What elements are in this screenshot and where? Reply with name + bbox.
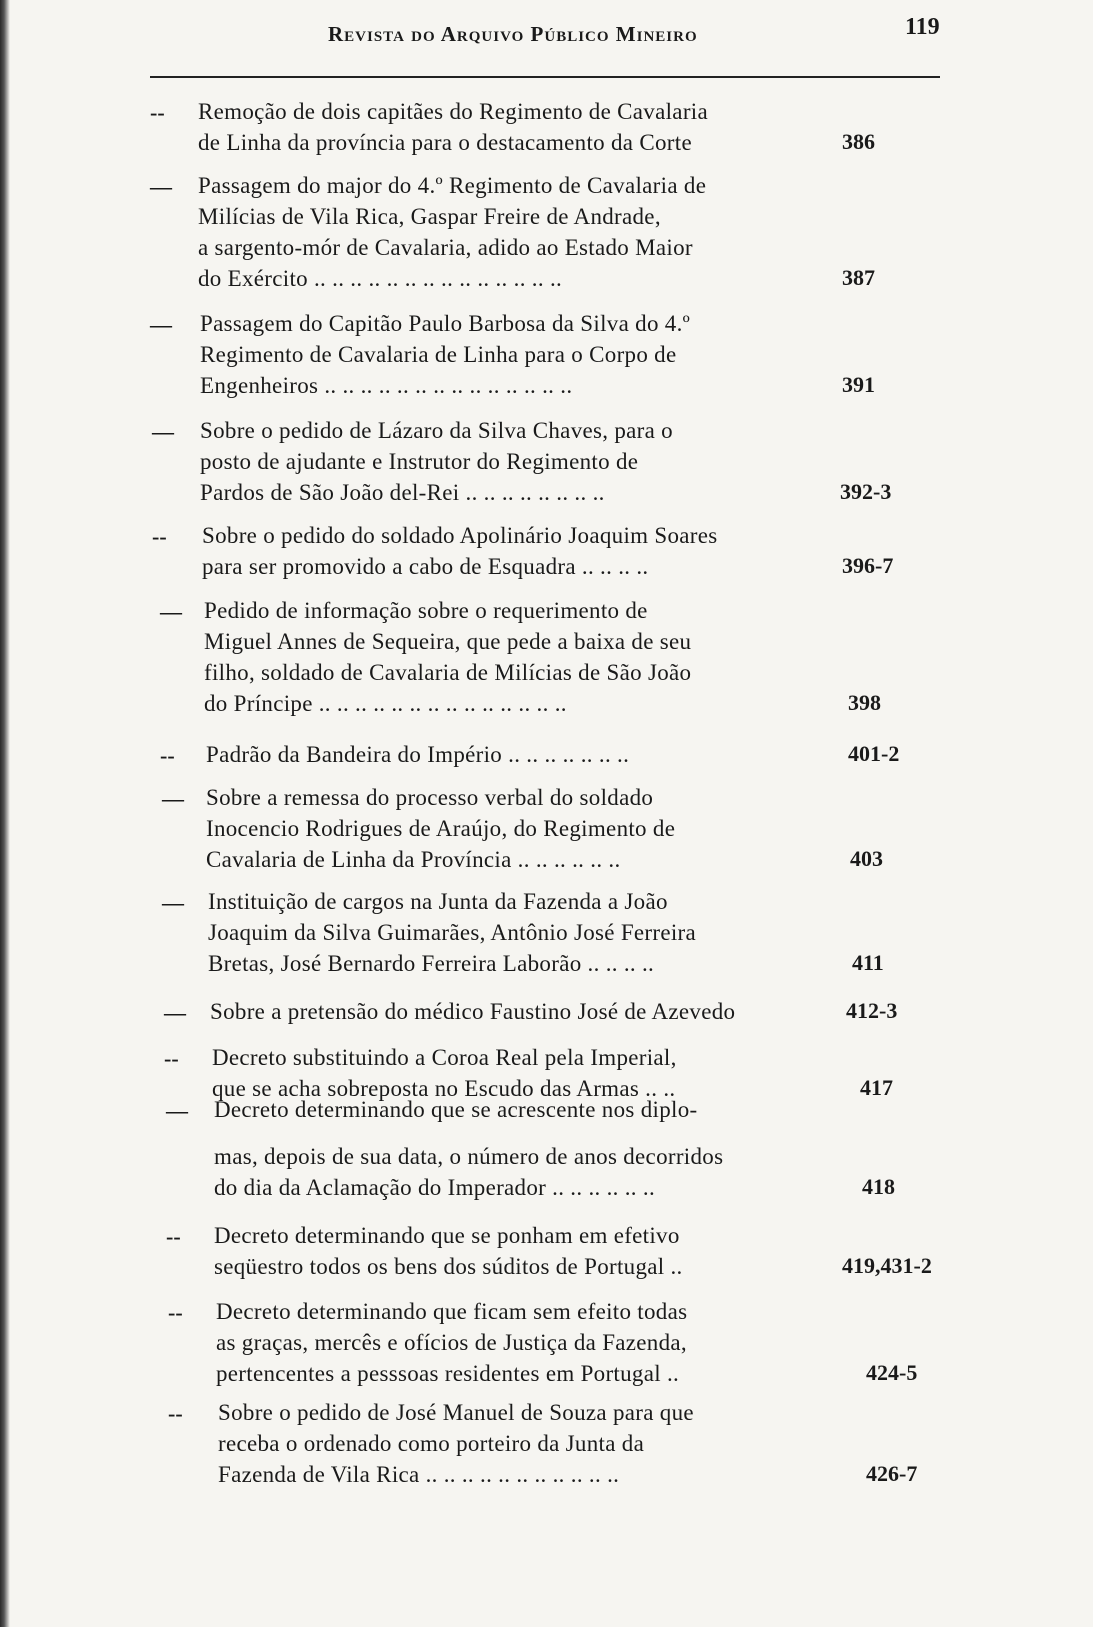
- entry-page-reference: 426-7: [866, 1461, 918, 1486]
- entry-line: Instituição de cargos na Junta da Fazenda a João: [208, 889, 668, 914]
- entry-line: Engenheiros .. .. .. .. .. .. .. .. .. .. .. .. .. ..: [200, 373, 573, 398]
- entry-dash: —: [166, 1098, 188, 1123]
- entry-dash: —: [150, 312, 172, 337]
- entry-dash: —: [160, 599, 182, 624]
- entry-line: Cavalaria de Linha da Província .. .. .. .. .. ..: [206, 847, 621, 872]
- entry-line: de Linha da província para o destacamento da Corte: [198, 130, 692, 155]
- entry-line: do Exército .. .. .. .. .. .. .. .. .. .. .. .. .. ..: [198, 266, 563, 291]
- entry-line: Sobre o pedido do soldado Apolinário Joaquim Soares: [202, 523, 718, 548]
- entry-line: Sobre o pedido de José Manuel de Souza para que: [218, 1400, 694, 1425]
- entry-dash: —: [162, 786, 184, 811]
- entry-page-reference: 403: [850, 846, 883, 871]
- entry-text: [200, 415, 840, 508]
- entry-line: Remoção de dois capitães do Regimento de Cavalaria: [198, 99, 708, 124]
- entry-text: [214, 1220, 854, 1282]
- entry-text: [202, 520, 842, 582]
- entry-page-reference: 417: [860, 1075, 893, 1100]
- entry-line: Sobre a pretensão do médico Faustino José de Azevedo: [210, 999, 736, 1024]
- entry-dash: --: [160, 743, 175, 768]
- entry-line: Passagem do Capitão Paulo Barbosa da Silva do 4.º: [200, 311, 691, 336]
- entry-line: Bretas, José Bernardo Ferreira Laborão .. .. .. ..: [208, 951, 655, 976]
- entry-line: mas, depois de sua data, o número de anos decorridos: [214, 1144, 724, 1169]
- entry-dash: —: [164, 1000, 186, 1025]
- entry-line: as graças, mercês e ofícios de Justiça da Fazenda,: [216, 1330, 687, 1355]
- entry-line: que se acha sobreposta no Escudo das Armas .. ..: [212, 1076, 676, 1101]
- entry-dash: --: [168, 1300, 183, 1325]
- entry-line: Passagem do major do 4.º Regimento de Cavalaria de: [198, 173, 707, 198]
- entry-page-reference: 424-5: [866, 1360, 918, 1385]
- entry-line: Decreto determinando que se ponham em efetivo: [214, 1223, 680, 1248]
- entry-dash: —: [150, 174, 172, 199]
- entry-line: Decreto determinando que se acrescente nos diplo-: [214, 1097, 698, 1122]
- entry-page-reference: 387: [842, 265, 875, 290]
- entry-line: posto de ajudante e Instrutor do Regimento de: [200, 449, 639, 474]
- entry-line: pertencentes a pesssoas residentes em Portugal ..: [216, 1361, 680, 1386]
- entry-text: [210, 996, 850, 1027]
- entry-dash: --: [152, 524, 167, 549]
- entry-text: [216, 1296, 856, 1389]
- entry-page-reference: 391: [842, 372, 875, 397]
- entry-line: do Príncipe .. .. .. .. .. .. .. .. .. .. .. .. .. ..: [204, 691, 567, 716]
- entry-page-reference: 411: [852, 950, 884, 975]
- entry-text: [200, 308, 840, 401]
- entry-text: [198, 170, 838, 294]
- entry-dash: --: [164, 1046, 179, 1071]
- entry-text: [208, 886, 848, 979]
- entry-page-reference: 412-3: [846, 998, 898, 1023]
- entry-page-reference: 398: [848, 690, 881, 715]
- entry-line: Sobre o pedido de Lázaro da Silva Chaves, para o: [200, 418, 673, 443]
- entry-line: Miguel Annes de Sequeira, que pede a baixa de seu: [204, 629, 692, 654]
- entry-page-reference: 419,431-2: [842, 1253, 932, 1278]
- entry-line: Sobre a remessa do processo verbal do soldado: [206, 785, 654, 810]
- entry-text: [214, 1094, 854, 1203]
- entry-line: a sargento-mór de Cavalaria, adido ao Estado Maior: [198, 235, 693, 260]
- entry-line: Padrão da Bandeira do Império .. .. .. .. .. .. ..: [206, 742, 630, 767]
- entry-text: [206, 739, 846, 770]
- entry-text: [198, 96, 838, 158]
- entry-text: [218, 1397, 858, 1490]
- entry-page-reference: 396-7: [842, 553, 894, 578]
- entry-line: Decreto determinando que ficam sem efeito todas: [216, 1299, 688, 1324]
- entry-dash: --: [166, 1224, 181, 1249]
- entry-line: Pedido de informação sobre o requerimento de: [204, 598, 648, 623]
- entry-line: Decreto substituindo a Coroa Real pela Imperial,: [212, 1045, 677, 1070]
- entry-page-reference: 401-2: [848, 741, 900, 766]
- entry-text: [206, 782, 846, 875]
- entry-line: filho, soldado de Cavalaria de Milícias de São João: [204, 660, 692, 685]
- entry-line: Fazenda de Vila Rica .. .. .. .. .. .. .. .. .. .. ..: [218, 1462, 620, 1487]
- page-number: 119: [905, 14, 940, 40]
- entry-line: Regimento de Cavalaria de Linha para o Corpo de: [200, 342, 677, 367]
- running-header-title: Revista do Arquivo Público Mineiro: [328, 22, 698, 46]
- entry-dash: —: [162, 890, 184, 915]
- entry-line: Pardos de São João del-Rei .. .. .. .. .. .. .. ..: [200, 480, 605, 505]
- entry-page-reference: 418: [862, 1174, 895, 1199]
- entry-dash: —: [152, 419, 174, 444]
- entry-dash: --: [168, 1401, 183, 1426]
- entry-page-reference: 386: [842, 129, 875, 154]
- entry-line: para ser promovido a cabo de Esquadra .. .. .. ..: [202, 554, 649, 579]
- entry-line: do dia da Aclamação do Imperador .. .. .. .. .. ..: [214, 1175, 656, 1200]
- entry-line: Milícias de Vila Rica, Gaspar Freire de Andrade,: [198, 204, 661, 229]
- entry-page-reference: 392-3: [840, 479, 892, 504]
- entry-text: [204, 595, 844, 719]
- entry-line: Joaquim da Silva Guimarães, Antônio José Ferreira: [208, 920, 697, 945]
- entry-line: receba o ordenado como porteiro da Junta da: [218, 1431, 645, 1456]
- entry-dash: --: [150, 100, 165, 125]
- entry-line: seqüestro todos os bens dos súditos de Portugal ..: [214, 1254, 683, 1279]
- entry-line: Inocencio Rodrigues de Araújo, do Regimento de: [206, 816, 676, 841]
